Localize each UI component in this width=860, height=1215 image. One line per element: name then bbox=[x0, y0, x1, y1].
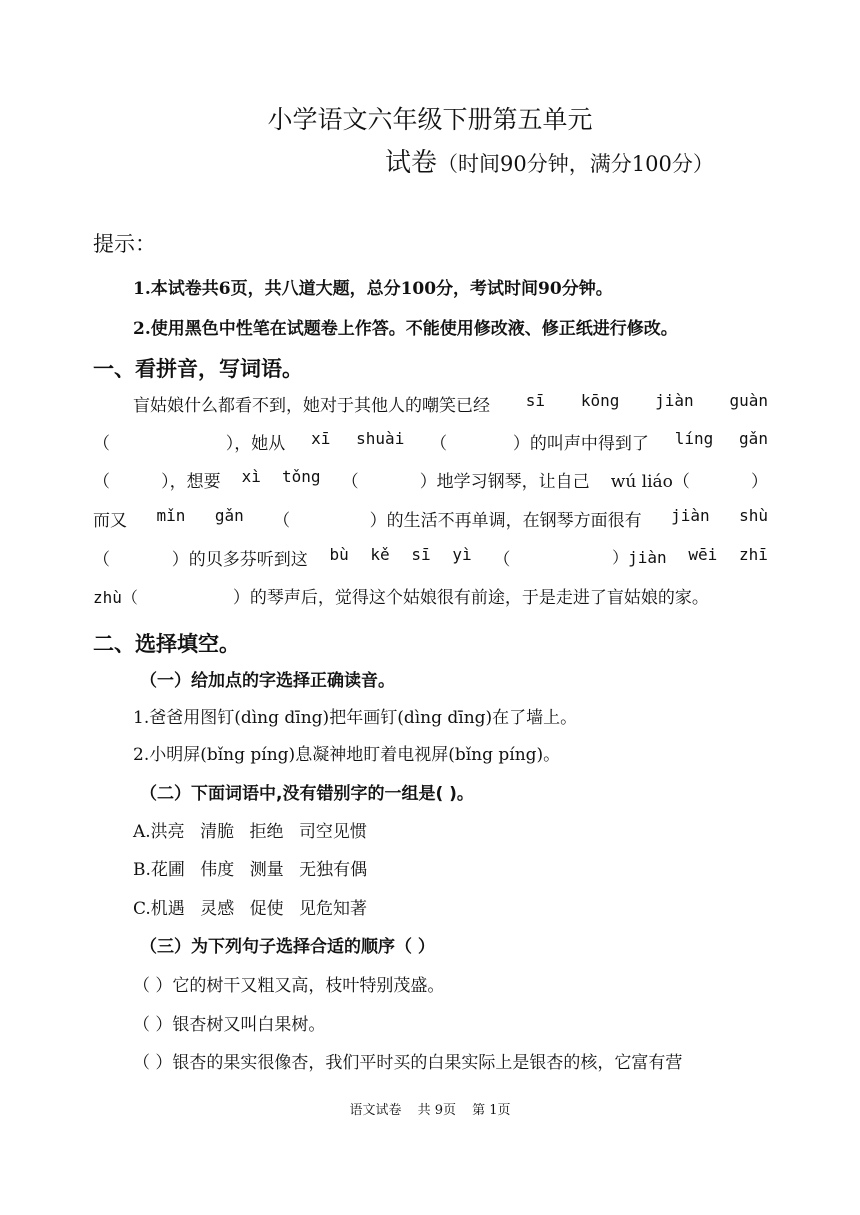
section-1-line-1: 盲姑娘什么都看不到，她对于其他人的嘲笑已经 sī kōng jiàn guàn bbox=[133, 391, 768, 416]
footer-total-pages: 共 9页 bbox=[417, 1103, 456, 1118]
note-2: 2.使用黑色中性笔在试题卷上作答。不能使用修改液、修正纸进行修改。 bbox=[133, 319, 678, 339]
note-1: 1.本试卷共6页，共八道大题，总分100分，考试时间90分钟。 bbox=[133, 279, 613, 299]
section-1-line-4: 而又 mǐn gǎn （ ）的生活不再单调，在钢琴方面很有 jiàn shù bbox=[93, 506, 768, 531]
section-1-line-3: （ ），想要 xì tǒng （ ）地学习钢琴，让自己 wú liáo（ ） bbox=[93, 467, 768, 492]
section-1-line-2: （ ），她从 xī shuài （ ）的叫声中得到了 líng gǎn bbox=[93, 429, 768, 454]
section-2-part-3-heading: （三）为下列句子选择合适的顺序（ ） bbox=[140, 937, 435, 957]
part-3-item-2: （ ）银杏树又叫白果树。 bbox=[133, 1015, 326, 1035]
tip-label: 提示： bbox=[93, 232, 156, 256]
exam-subtitle-info: （时间90分钟，满分100分） bbox=[437, 152, 714, 176]
page-footer bbox=[0, 1099, 860, 1118]
section-1-line-5: （ ）的贝多芬听到这 bù kě sī yì （ ）jiàn wēi zhī bbox=[93, 545, 768, 570]
footer-page-number: 第 1页 bbox=[472, 1103, 511, 1118]
part-2-option-a: A.洪亮 清脆 拒绝 司空见惯 bbox=[133, 822, 367, 842]
section-2-part-2-heading: （二）下面词语中,没有错别字的一组是( )。 bbox=[140, 784, 474, 804]
section-2-part-1-heading: （一）给加点的字选择正确读音。 bbox=[140, 671, 395, 691]
part-3-item-1: （ ）它的树干又粗又高，枝叶特别茂盛。 bbox=[133, 976, 445, 996]
part-2-option-b: B.花圃 伟度 测量 无独有偶 bbox=[133, 860, 368, 880]
exam-subtitle-main: 试卷 bbox=[385, 148, 438, 178]
part-1-item-2: 2.小明屏(bǐng píng)息凝神地盯着电视屏(bǐng píng)。 bbox=[133, 745, 561, 765]
part-3-item-3: （ ）银杏的果实很像杏，我们平时买的白果实际上是银杏的核，它富有营 bbox=[133, 1053, 683, 1073]
part-1-item-1: 1.爸爸用图钉(dìng dīng)把年画钉(dìng dīng)在了墙上。 bbox=[133, 708, 578, 728]
section-2-heading: 二、选择填空。 bbox=[93, 632, 240, 656]
section-1-line-6: zhù（ ）的琴声后，觉得这个姑娘很有前途，于是走进了盲姑娘的家。 bbox=[93, 588, 709, 608]
exam-subtitle bbox=[385, 142, 714, 179]
section-1-heading: 一、看拼音，写词语。 bbox=[93, 357, 303, 381]
part-2-option-c: C.机遇 灵感 促使 见危知著 bbox=[133, 899, 368, 919]
footer-subject: 语文试卷 bbox=[349, 1103, 402, 1118]
exam-title: 小学语文六年级下册第五单元 bbox=[267, 105, 593, 134]
